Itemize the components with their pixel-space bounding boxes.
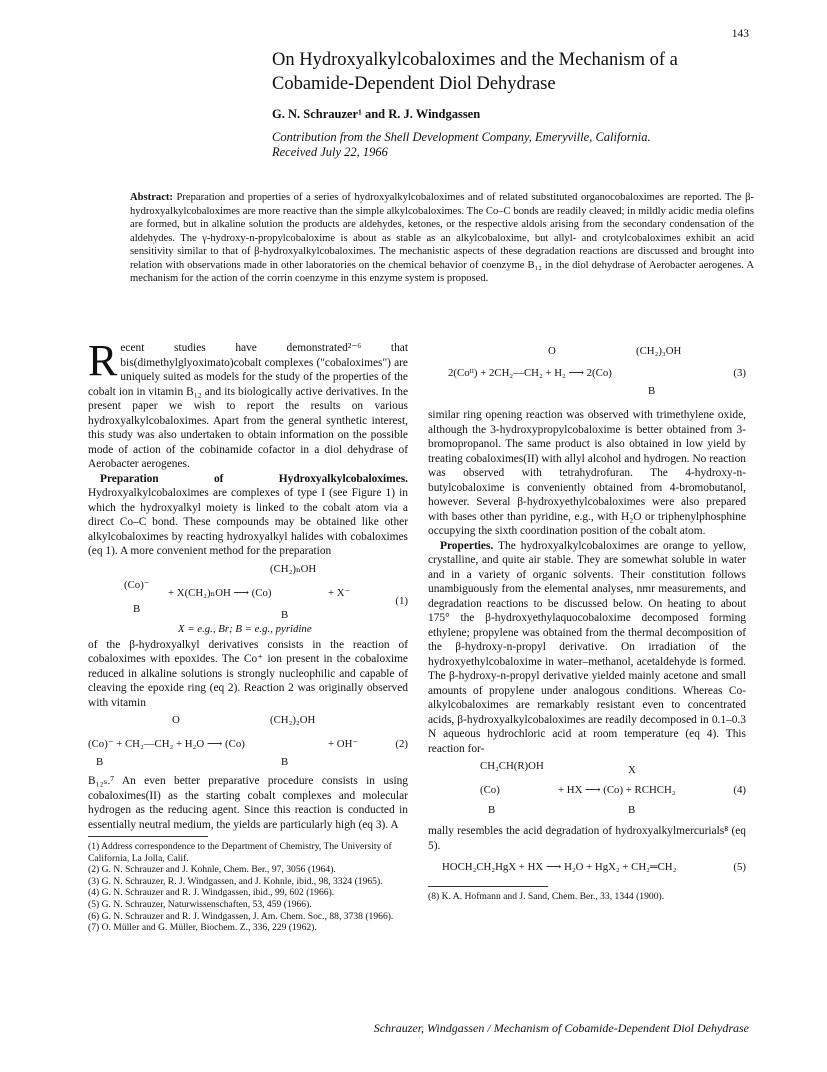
affiliation-line: Contribution from the Shell Development Company, Emeryville, California. [272,130,651,144]
footnote: (5) G. N. Schrauzer, Naturwissenschaften, 53, 459 (1966). [88,898,312,910]
eq4-mid: + HX ⟶ (Co) + RCHCH₂ [558,784,676,796]
page-number: 143 [731,28,749,40]
eq3-number: (3) [733,367,746,379]
eq2-base-right: B [281,756,289,768]
footnote-rule [428,886,548,887]
section-heading-properties: Properties. [440,539,494,552]
footnote: (1) Address correspondence to the Department of Chemistry, The University of California, La Jolla, Calif. [88,841,392,864]
eq1-base-right: B [281,608,289,621]
eq1-number: (1) [395,594,408,607]
eq4-number: (4) [733,784,746,796]
eq3-main: 2(Coᴵᴵ) + 2CH₂—CH₂ + H₂ ⟶ 2(Co) [448,367,612,379]
footnotes [88,841,408,934]
equation-4 [428,759,746,821]
equation-2 [88,713,408,771]
eq1-left: (Co)⁻ [124,578,150,591]
equation-5 [428,856,746,876]
authors: G. N. Schrauzer¹ and R. J. Windgassen [272,107,481,121]
footnote: (7) O. Müller and G. Müller, Biochem. Z., 336, 229 (1962). [88,922,317,934]
right-column [428,341,746,903]
eq4-base-left: B [488,804,496,816]
footnote: (4) G. N. Schrauzer and R. J. Windgassen, ibid., 99, 602 (1966). [88,887,335,899]
eq1-base-left: B [133,602,141,615]
mercurial-paragraph: mally resembles the acid degradation of hydroxyalkylmercurials⁸ (eq 5). [428,825,746,852]
footnote: (2) G. N. Schrauzer and J. Kohnle, Chem. Ber., 97, 3056 (1964). [88,864,336,876]
eq1-mid: + X(CH₂)ₙOH ⟶ (Co) [168,586,272,599]
cobaloxime-paragraph: B₁₂ₛ.⁷ An even better preparative procedure consists in using cobaloximes(II) as the starting cobalt complexes and molecular hydrogen as the reducing agent. Since this reaction is conducted in essentially neutral medium, the yields are particularly high (eq 3). A [88,775,408,831]
abstract [130,191,754,286]
ring-opening-paragraph: similar ring opening reaction was observed with trimethylene oxide, although the 3-hydroxypropylcobaloxime is better obtained from 3-bromopropanol. The same product is also obtained in low yield by treating cobaloximes(II) with allyl alcohol and hydrogen. No reaction was observed with tetrahydrofuran. The 4-hydroxy-n-butylcobaloxime is conveniently obtained from 4-bromobutanol, however. Several β-hydroxyethylcobaloximes were also prepared with bases other than pyridine, e.g., with H₂O or triphenylphosphine occupying the sixth coordination position of the cobalt atom. [428,409,746,537]
eq1-top: (CH₂)ₙOH [270,562,317,575]
eq4-left: (Co) [480,784,500,796]
eq2-base-left: B [96,756,104,768]
running-footer: Schrauzer, Windgassen / Mechanism of Cobamide-Dependent Diol Dehydrase [373,1021,749,1035]
eq2-number: (2) [395,738,408,750]
left-column [88,336,408,934]
abstract-label: Abstract: [130,192,173,203]
properties-paragraph: Properties. The hydroxyalkylcobaloximes are orange to yellow, crystalline, and quite air stable. They are somewhat soluble in water and in a variety of organic solvents. Their constitution follows unambiguously from the elemental analyses, nmr measurements, and degradation reactions to be discussed below. On heating to about 175° the β-hydroxyethylaquocobaloxime decomposed forming ethylene; propylene was obtained from the thermal decomposition of the β-hydroxy-n-propyl derivative. On irradiation of the hydroxyethylcobaloxime in water–methanol, acetaldehyde is formed. The β-hydroxy-n-propyl derivative yielded mainly acetone and small amounts of propylene under analogous conditions. Whereas Co-alkylcobaloximes are remarkably resistant even to concentrated acids, β-hydroxyalkylcobaloximes are readily decomposed in 0.1–0.3 N aqueous hydrochloric acid at room temperature (eq 4). This reaction for- [428,539,746,755]
epoxide-paragraph: of the β-hydroxyalkyl derivatives consists in the reaction of cobaloximes with epoxides. The Co⁺ ion present in the cobaloxime reduced in alkaline solutions is strongly nucleophilic and capable of cleaving the epoxide ring (eq 2). Reaction 2 was originally observed with vitamin [88,638,408,709]
eq2-top: (CH₂)₂OH [270,714,316,726]
eq3-base: B [648,385,656,397]
preparation-paragraph: Preparation of Hydroxyalkylcobaloximes. Hydroxyalkylcobaloximes are complexes of type I (see Figure 1) in which the hydroxyalkyl moiety is linked to the cobalt atom via a direct Co–C bond. These compounds may be obtained like other alkylcobaloximes by reacting hydroxyalkyl halides with cobaloximes (eq 1). A more convenient method for the preparation [88,472,408,557]
eq3-oxygen: O [548,345,556,357]
equation-3 [428,344,746,400]
eq3-top: (CH₂)₃OH [636,345,682,357]
article-title: On Hydroxyalkylcobaloximes and the Mechanism of a Cobamide-Dependent Diol Dehydrase [272,50,678,94]
drop-cap: R [88,336,118,385]
footnote: (6) G. N. Schrauzer and R. J. Windgassen, J. Am. Chem. Soc., 88, 3738 (1966). [88,910,394,922]
equation-1 [88,562,408,635]
eq2-main: (Co)⁻ + CH₂—CH₂ + H₂O ⟶ (Co) [88,738,245,750]
received-date: Received July 22, 1966 [272,145,388,159]
eq1-note: X = e.g., Br; B = e.g., pyridine [178,622,312,635]
footnote-8: (8) K. A. Hofmann and J. Sand, Chem. Ber., 33, 1344 (1900). [428,891,665,902]
section-heading-preparation: Preparation of Hydroxyalkylcobaloximes. [100,472,408,485]
eq1-right: + X⁻ [328,586,351,599]
footnote: (3) G. N. Schrauzer, R. J. Windgassen, and J. Kohnle, ibid., 98, 3324 (1965). [88,875,383,887]
eq2-oxygen: O [172,714,180,726]
eq4-base-right: B [628,804,636,816]
eq4-top: CH₂CH(R)OH [480,760,544,772]
eq2-right: + OH⁻ [328,738,359,750]
eq4-halide: X [628,764,636,776]
eq5-main: HOCH₂CH₂HgX + HX ⟶ H₂O + HgX₂ + CH₂═CH₂ [442,861,677,873]
eq5-number: (5) [733,861,746,873]
affiliation [272,130,742,160]
abstract-text: Preparation and properties of a series of hydroxyalkylcobaloximes and of related substituted organocobaloximes are reported. The β-hydroxyalkylcobaloximes are more reactive than the simple alkylcobaloximes. The Co–C bonds are readily cleaved; in mildly acidic media olefins are formed, but in alkaline solution the products are aldehydes, ketones, or the respective aldols arising from the secondary condensation of the aldehydes. The γ-hydroxy-n-propylcobaloxime is about as stable as an alkylcobaloxime, but allyl- and crotylcobaloximes exhibit an acid sensitivity similar to that of β-hydroxyalkylcobaloximes. The mechanistic aspects of these degradation reactions are discussed and brought into relation with observations made in other laboratories on the chemical behavior of coenzyme B₁₂ in the diol dehydrase of Aerobacter aerogenes. A mechanism for the action of the corrin coenzyme in this enzyme system is proposed. [130,192,754,284]
intro-paragraph: Recent studies have demonstrated²⁻⁶ that bis(dimethylglyoximato)cobalt complexes ("cobaloximes") are uniquely suited as models for the study of the properties of the cobalt ion in vitamin B₁₂ and its biologically active derivatives. In the present paper we wish to report the results on various hydroxyalkylcobaloximes. Apart from the general synthetic interest, this study was also undertaken to obtain information on the possible mode of action of the cobinamide cofactor in a diol dehydrase of Aerobacter aerogenes. [88,336,408,470]
footnote-rule [88,836,208,837]
